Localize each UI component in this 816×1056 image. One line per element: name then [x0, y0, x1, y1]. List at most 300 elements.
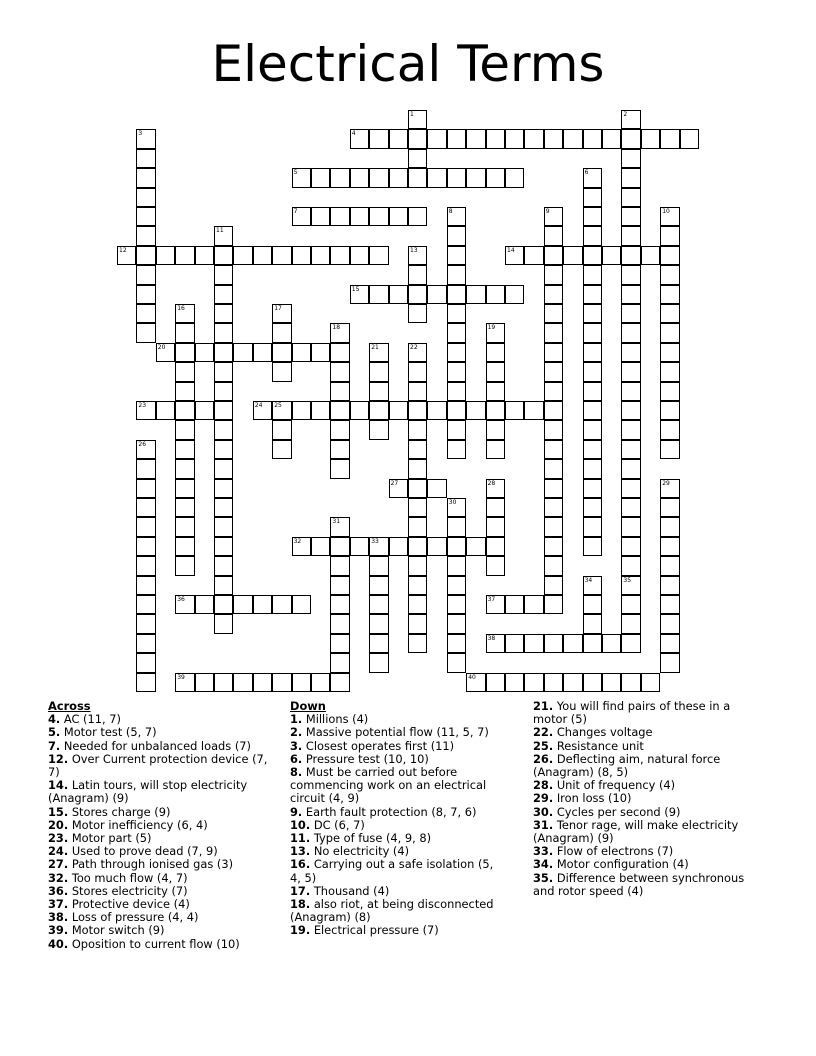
grid-cell[interactable] [621, 149, 640, 168]
grid-cell[interactable] [136, 459, 155, 478]
grid-cell[interactable] [272, 673, 291, 692]
grid-cell[interactable] [175, 673, 194, 692]
grid-cell[interactable] [486, 479, 505, 498]
grid-cell[interactable] [175, 246, 194, 265]
grid-cell[interactable] [330, 634, 349, 653]
grid-cell[interactable] [369, 614, 388, 633]
grid-cell[interactable] [447, 556, 466, 575]
grid-cell[interactable] [214, 673, 233, 692]
grid-cell[interactable] [641, 129, 660, 148]
grid-cell[interactable] [544, 226, 563, 245]
grid-cell[interactable] [447, 168, 466, 187]
grid-cell[interactable] [214, 285, 233, 304]
grid-cell[interactable] [389, 537, 408, 556]
grid-cell[interactable] [175, 537, 194, 556]
grid-cell[interactable] [563, 634, 582, 653]
grid-cell[interactable] [621, 265, 640, 284]
grid-cell[interactable] [292, 673, 311, 692]
grid-cell[interactable] [505, 595, 524, 614]
grid-cell[interactable] [350, 537, 369, 556]
grid-cell[interactable] [447, 362, 466, 381]
grid-cell[interactable] [350, 207, 369, 226]
grid-cell[interactable] [369, 595, 388, 614]
grid-cell[interactable] [408, 498, 427, 517]
grid-cell[interactable] [447, 265, 466, 284]
grid-cell[interactable] [253, 595, 272, 614]
grid-cell[interactable] [272, 323, 291, 342]
grid-cell[interactable] [136, 576, 155, 595]
grid-cell[interactable] [136, 226, 155, 245]
grid-cell[interactable] [389, 479, 408, 498]
grid-cell[interactable] [544, 517, 563, 536]
grid-cell[interactable] [330, 362, 349, 381]
grid-cell[interactable] [486, 517, 505, 536]
grid-cell[interactable] [583, 285, 602, 304]
grid-cell[interactable] [447, 614, 466, 633]
grid-cell[interactable] [330, 382, 349, 401]
grid-cell[interactable] [389, 401, 408, 420]
grid-cell[interactable] [175, 382, 194, 401]
grid-cell[interactable] [660, 285, 679, 304]
grid-cell[interactable] [621, 323, 640, 342]
grid-cell[interactable] [583, 537, 602, 556]
grid-cell[interactable] [214, 401, 233, 420]
grid-cell[interactable] [117, 246, 136, 265]
grid-cell[interactable] [136, 246, 155, 265]
grid-cell[interactable] [136, 517, 155, 536]
grid-cell[interactable] [292, 207, 311, 226]
grid-cell[interactable] [621, 285, 640, 304]
grid-cell[interactable] [583, 246, 602, 265]
grid-cell[interactable] [486, 129, 505, 148]
grid-cell[interactable] [136, 188, 155, 207]
grid-cell[interactable] [621, 382, 640, 401]
grid-cell[interactable] [214, 556, 233, 575]
grid-cell[interactable] [621, 459, 640, 478]
grid-cell[interactable] [583, 420, 602, 439]
grid-cell[interactable] [563, 246, 582, 265]
grid-cell[interactable] [621, 401, 640, 420]
grid-cell[interactable] [660, 614, 679, 633]
grid-cell[interactable] [369, 537, 388, 556]
grid-cell[interactable] [214, 595, 233, 614]
grid-cell[interactable] [466, 537, 485, 556]
grid-cell[interactable] [621, 517, 640, 536]
grid-cell[interactable] [311, 401, 330, 420]
grid-cell[interactable] [660, 129, 679, 148]
grid-cell[interactable] [330, 207, 349, 226]
grid-cell[interactable] [292, 537, 311, 556]
grid-cell[interactable] [350, 129, 369, 148]
grid-cell[interactable] [330, 556, 349, 575]
grid-cell[interactable] [136, 168, 155, 187]
grid-cell[interactable] [447, 207, 466, 226]
grid-cell[interactable] [175, 459, 194, 478]
grid-cell[interactable] [563, 673, 582, 692]
grid-cell[interactable] [447, 537, 466, 556]
grid-cell[interactable] [602, 634, 621, 653]
grid-cell[interactable] [505, 246, 524, 265]
grid-cell[interactable] [195, 595, 214, 614]
grid-cell[interactable] [369, 382, 388, 401]
grid-cell[interactable] [136, 498, 155, 517]
grid-cell[interactable] [583, 479, 602, 498]
grid-cell[interactable] [214, 323, 233, 342]
grid-cell[interactable] [447, 304, 466, 323]
grid-cell[interactable] [621, 246, 640, 265]
grid-cell[interactable] [660, 653, 679, 672]
grid-cell[interactable] [621, 576, 640, 595]
grid-cell[interactable] [136, 149, 155, 168]
grid-cell[interactable] [544, 673, 563, 692]
grid-cell[interactable] [330, 323, 349, 342]
grid-cell[interactable] [447, 420, 466, 439]
grid-cell[interactable] [330, 673, 349, 692]
grid-cell[interactable] [408, 440, 427, 459]
grid-cell[interactable] [136, 129, 155, 148]
grid-cell[interactable] [583, 614, 602, 633]
grid-cell[interactable] [583, 362, 602, 381]
grid-cell[interactable] [195, 246, 214, 265]
grid-cell[interactable] [583, 265, 602, 284]
grid-cell[interactable] [136, 537, 155, 556]
grid-cell[interactable] [486, 556, 505, 575]
grid-cell[interactable] [272, 343, 291, 362]
grid-cell[interactable] [563, 129, 582, 148]
grid-cell[interactable] [660, 576, 679, 595]
grid-cell[interactable] [486, 343, 505, 362]
grid-cell[interactable] [408, 459, 427, 478]
grid-cell[interactable] [292, 246, 311, 265]
grid-cell[interactable] [524, 246, 543, 265]
grid-cell[interactable] [621, 556, 640, 575]
grid-cell[interactable] [447, 401, 466, 420]
grid-cell[interactable] [175, 556, 194, 575]
grid-cell[interactable] [175, 595, 194, 614]
grid-cell[interactable] [427, 285, 446, 304]
grid-cell[interactable] [214, 440, 233, 459]
grid-cell[interactable] [330, 537, 349, 556]
grid-cell[interactable] [136, 653, 155, 672]
grid-cell[interactable] [136, 634, 155, 653]
grid-cell[interactable] [175, 401, 194, 420]
grid-cell[interactable] [408, 304, 427, 323]
grid-cell[interactable] [389, 168, 408, 187]
grid-cell[interactable] [292, 401, 311, 420]
grid-cell[interactable] [505, 673, 524, 692]
grid-cell[interactable] [408, 556, 427, 575]
grid-cell[interactable] [369, 285, 388, 304]
grid-cell[interactable] [660, 401, 679, 420]
grid-cell[interactable] [544, 246, 563, 265]
grid-cell[interactable] [408, 149, 427, 168]
grid-cell[interactable] [292, 343, 311, 362]
grid-cell[interactable] [583, 304, 602, 323]
grid-cell[interactable] [311, 537, 330, 556]
grid-cell[interactable] [330, 576, 349, 595]
grid-cell[interactable] [486, 401, 505, 420]
grid-cell[interactable] [408, 110, 427, 129]
grid-cell[interactable] [544, 595, 563, 614]
grid-cell[interactable] [369, 362, 388, 381]
grid-cell[interactable] [350, 401, 369, 420]
grid-cell[interactable] [214, 226, 233, 245]
grid-cell[interactable] [621, 614, 640, 633]
grid-cell[interactable] [524, 634, 543, 653]
grid-cell[interactable] [621, 226, 640, 245]
grid-cell[interactable] [544, 285, 563, 304]
grid-cell[interactable] [660, 323, 679, 342]
grid-cell[interactable] [544, 576, 563, 595]
grid-cell[interactable] [369, 343, 388, 362]
grid-cell[interactable] [602, 129, 621, 148]
grid-cell[interactable] [660, 382, 679, 401]
grid-cell[interactable] [408, 285, 427, 304]
grid-cell[interactable] [272, 401, 291, 420]
grid-cell[interactable] [544, 401, 563, 420]
grid-cell[interactable] [408, 634, 427, 653]
grid-cell[interactable] [330, 246, 349, 265]
grid-cell[interactable] [621, 110, 640, 129]
grid-cell[interactable] [486, 440, 505, 459]
grid-cell[interactable] [621, 188, 640, 207]
grid-cell[interactable] [330, 595, 349, 614]
grid-cell[interactable] [214, 343, 233, 362]
grid-cell[interactable] [195, 673, 214, 692]
grid-cell[interactable] [214, 498, 233, 517]
grid-cell[interactable] [408, 614, 427, 633]
grid-cell[interactable] [486, 595, 505, 614]
grid-cell[interactable] [408, 207, 427, 226]
grid-cell[interactable] [330, 459, 349, 478]
grid-cell[interactable] [214, 479, 233, 498]
grid-cell[interactable] [427, 537, 446, 556]
grid-cell[interactable] [427, 168, 446, 187]
grid-cell[interactable] [660, 517, 679, 536]
grid-cell[interactable] [544, 207, 563, 226]
grid-cell[interactable] [136, 479, 155, 498]
grid-cell[interactable] [253, 401, 272, 420]
grid-cell[interactable] [660, 479, 679, 498]
grid-cell[interactable] [621, 343, 640, 362]
grid-cell[interactable] [369, 129, 388, 148]
grid-cell[interactable] [233, 343, 252, 362]
grid-cell[interactable] [447, 323, 466, 342]
grid-cell[interactable] [214, 517, 233, 536]
grid-cell[interactable] [486, 498, 505, 517]
grid-cell[interactable] [447, 498, 466, 517]
grid-cell[interactable] [486, 168, 505, 187]
grid-cell[interactable] [136, 556, 155, 575]
grid-cell[interactable] [253, 246, 272, 265]
grid-cell[interactable] [486, 537, 505, 556]
grid-cell[interactable] [447, 285, 466, 304]
grid-cell[interactable] [621, 537, 640, 556]
grid-cell[interactable] [447, 246, 466, 265]
grid-cell[interactable] [621, 634, 640, 653]
grid-cell[interactable] [486, 420, 505, 439]
grid-cell[interactable] [583, 459, 602, 478]
grid-cell[interactable] [660, 226, 679, 245]
grid-cell[interactable] [447, 129, 466, 148]
grid-cell[interactable] [505, 401, 524, 420]
grid-cell[interactable] [544, 459, 563, 478]
grid-cell[interactable] [583, 595, 602, 614]
grid-cell[interactable] [466, 168, 485, 187]
grid-cell[interactable] [583, 634, 602, 653]
grid-cell[interactable] [389, 129, 408, 148]
grid-cell[interactable] [583, 188, 602, 207]
grid-cell[interactable] [175, 498, 194, 517]
grid-cell[interactable] [641, 673, 660, 692]
grid-cell[interactable] [544, 556, 563, 575]
grid-cell[interactable] [447, 440, 466, 459]
grid-cell[interactable] [660, 440, 679, 459]
grid-cell[interactable] [272, 246, 291, 265]
grid-cell[interactable] [583, 401, 602, 420]
grid-cell[interactable] [214, 382, 233, 401]
grid-cell[interactable] [544, 343, 563, 362]
grid-cell[interactable] [369, 207, 388, 226]
grid-cell[interactable] [447, 576, 466, 595]
grid-cell[interactable] [175, 323, 194, 342]
grid-cell[interactable] [292, 595, 311, 614]
grid-cell[interactable] [660, 343, 679, 362]
grid-cell[interactable] [156, 343, 175, 362]
grid-cell[interactable] [253, 673, 272, 692]
grid-cell[interactable] [136, 440, 155, 459]
grid-cell[interactable] [544, 634, 563, 653]
grid-cell[interactable] [447, 634, 466, 653]
grid-cell[interactable] [583, 323, 602, 342]
grid-cell[interactable] [214, 459, 233, 478]
grid-cell[interactable] [621, 304, 640, 323]
grid-cell[interactable] [524, 673, 543, 692]
grid-cell[interactable] [408, 479, 427, 498]
grid-cell[interactable] [544, 440, 563, 459]
grid-cell[interactable] [233, 595, 252, 614]
grid-cell[interactable] [272, 420, 291, 439]
grid-cell[interactable] [486, 382, 505, 401]
grid-cell[interactable] [621, 129, 640, 148]
grid-cell[interactable] [583, 576, 602, 595]
grid-cell[interactable] [621, 479, 640, 498]
grid-cell[interactable] [602, 246, 621, 265]
grid-cell[interactable] [292, 168, 311, 187]
grid-cell[interactable] [544, 129, 563, 148]
grid-cell[interactable] [583, 498, 602, 517]
grid-cell[interactable] [175, 304, 194, 323]
grid-cell[interactable] [486, 362, 505, 381]
grid-cell[interactable] [524, 401, 543, 420]
grid-cell[interactable] [486, 285, 505, 304]
grid-cell[interactable] [175, 440, 194, 459]
grid-cell[interactable] [253, 343, 272, 362]
grid-cell[interactable] [621, 440, 640, 459]
grid-cell[interactable] [136, 265, 155, 284]
grid-cell[interactable] [214, 576, 233, 595]
grid-cell[interactable] [408, 343, 427, 362]
grid-cell[interactable] [136, 304, 155, 323]
grid-cell[interactable] [136, 285, 155, 304]
grid-cell[interactable] [544, 265, 563, 284]
grid-cell[interactable] [136, 673, 155, 692]
grid-cell[interactable] [214, 304, 233, 323]
grid-cell[interactable] [175, 343, 194, 362]
grid-cell[interactable] [544, 537, 563, 556]
grid-cell[interactable] [583, 168, 602, 187]
grid-cell[interactable] [156, 401, 175, 420]
grid-cell[interactable] [214, 265, 233, 284]
grid-cell[interactable] [486, 634, 505, 653]
grid-cell[interactable] [408, 265, 427, 284]
grid-cell[interactable] [369, 556, 388, 575]
grid-cell[interactable] [524, 595, 543, 614]
grid-cell[interactable] [330, 343, 349, 362]
grid-cell[interactable] [272, 440, 291, 459]
grid-cell[interactable] [427, 401, 446, 420]
grid-cell[interactable] [350, 246, 369, 265]
grid-cell[interactable] [466, 129, 485, 148]
grid-cell[interactable] [544, 420, 563, 439]
grid-cell[interactable] [175, 517, 194, 536]
grid-cell[interactable] [544, 362, 563, 381]
grid-cell[interactable] [660, 265, 679, 284]
grid-cell[interactable] [660, 595, 679, 614]
grid-cell[interactable] [330, 168, 349, 187]
grid-cell[interactable] [486, 673, 505, 692]
grid-cell[interactable] [660, 537, 679, 556]
grid-cell[interactable] [330, 401, 349, 420]
grid-cell[interactable] [447, 595, 466, 614]
grid-cell[interactable] [621, 168, 640, 187]
grid-cell[interactable] [136, 614, 155, 633]
grid-cell[interactable] [330, 614, 349, 633]
grid-cell[interactable] [621, 595, 640, 614]
grid-cell[interactable] [272, 304, 291, 323]
grid-cell[interactable] [544, 479, 563, 498]
grid-cell[interactable] [311, 673, 330, 692]
grid-cell[interactable] [408, 401, 427, 420]
grid-cell[interactable] [621, 498, 640, 517]
grid-cell[interactable] [369, 653, 388, 672]
grid-cell[interactable] [408, 168, 427, 187]
grid-cell[interactable] [214, 537, 233, 556]
grid-cell[interactable] [408, 517, 427, 536]
grid-cell[interactable] [369, 246, 388, 265]
grid-cell[interactable] [330, 653, 349, 672]
grid-cell[interactable] [175, 420, 194, 439]
grid-cell[interactable] [214, 614, 233, 633]
grid-cell[interactable] [660, 556, 679, 575]
grid-cell[interactable] [408, 382, 427, 401]
grid-cell[interactable] [175, 479, 194, 498]
grid-cell[interactable] [369, 634, 388, 653]
grid-cell[interactable] [583, 343, 602, 362]
grid-cell[interactable] [369, 168, 388, 187]
grid-cell[interactable] [272, 362, 291, 381]
grid-cell[interactable] [272, 595, 291, 614]
grid-cell[interactable] [233, 673, 252, 692]
grid-cell[interactable] [311, 207, 330, 226]
grid-cell[interactable] [136, 401, 155, 420]
grid-cell[interactable] [660, 634, 679, 653]
grid-cell[interactable] [427, 479, 446, 498]
grid-cell[interactable] [214, 420, 233, 439]
grid-cell[interactable] [524, 129, 543, 148]
grid-cell[interactable] [408, 576, 427, 595]
grid-cell[interactable] [505, 168, 524, 187]
